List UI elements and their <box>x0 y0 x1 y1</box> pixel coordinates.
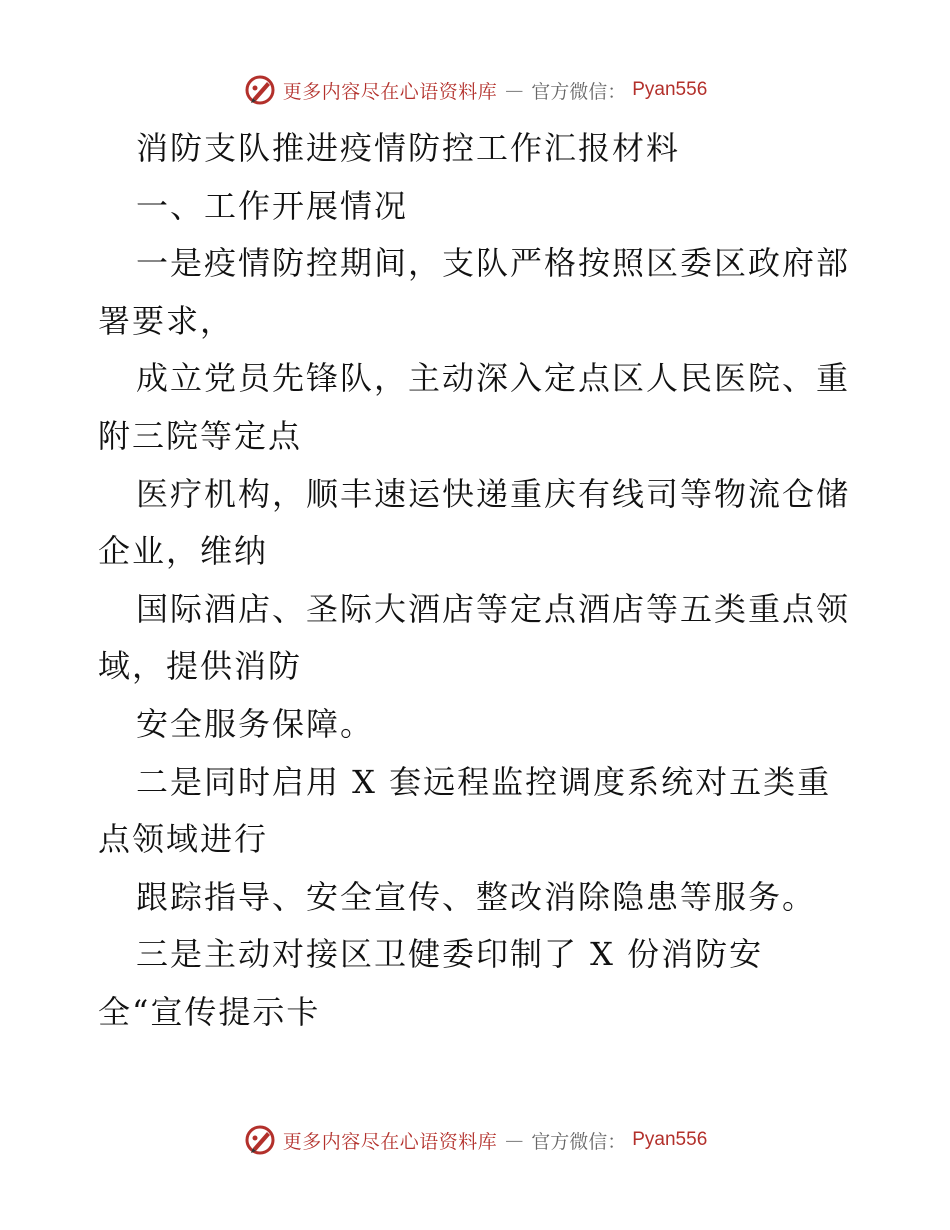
text-line: 三是主动对接区卫健委印制了 X 份消防安 <box>136 935 764 974</box>
pen-logo-icon <box>243 1123 277 1157</box>
header-watermark <box>0 70 950 110</box>
footer-watermark <box>0 1120 950 1160</box>
watermark-label: 官方微信： <box>531 1130 627 1153</box>
pen-logo-icon <box>243 73 277 107</box>
watermark-brand: 更多内容尽在心语资料库 <box>282 80 498 103</box>
watermark-dash: — <box>505 1129 524 1151</box>
text-line: 国际酒店、圣际大酒店等定点酒店等五类重点领 <box>136 589 851 628</box>
text-line: 企业，维纳 <box>98 532 269 571</box>
text-line: 安全服务保障。 <box>136 704 375 743</box>
text-line: 署要求， <box>98 301 235 340</box>
text-line: 消防支队推进疫情防控工作汇报材料 <box>136 129 681 167</box>
watermark-id: Pyan556 <box>632 79 708 100</box>
text-line: 点领域进行 <box>98 820 269 859</box>
text-line: 医疗机构，顺丰速运快递重庆有线司等物流仓储 <box>136 474 851 513</box>
text-line: 跟踪指导、安全宣传、整改消除隐患等服务。 <box>136 877 817 916</box>
text-line: 一是疫情防控期间，支队严格按照区委区政府部 <box>136 244 851 283</box>
text-line: 成立党员先锋队，主动深入定点区人民医院、重 <box>136 359 851 398</box>
text-line: 附三院等定点 <box>98 416 303 455</box>
text-line: 域，提供消防 <box>98 647 303 686</box>
text-line: 全“宣传提示卡 <box>98 992 321 1031</box>
text-line: 一、工作开展情况 <box>136 186 409 225</box>
watermark-dash: — <box>505 79 524 101</box>
text-line: 二是同时启用 X 套远程监控调度系统对五类重 <box>136 762 832 801</box>
watermark-label: 官方微信： <box>531 80 627 103</box>
watermark-id: Pyan556 <box>632 1129 708 1150</box>
watermark-brand: 更多内容尽在心语资料库 <box>282 1130 498 1153</box>
document-body <box>98 120 858 1042</box>
